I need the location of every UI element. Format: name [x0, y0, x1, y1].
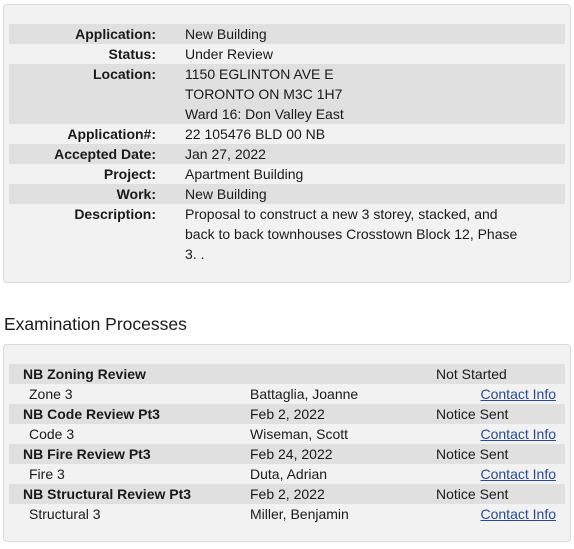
- detail-row-application: [9, 24, 565, 44]
- detail-label: Project:: [103, 166, 156, 182]
- examiner-name: Duta, Adrian: [250, 466, 328, 482]
- examiner-row: [9, 504, 565, 524]
- application-details-panel: [3, 4, 571, 283]
- detail-value: Jan 27, 2022: [185, 146, 266, 162]
- contact-info-link[interactable]: Contact Info: [480, 426, 556, 442]
- detail-label: Accepted Date:: [54, 146, 156, 162]
- examiner-row: [9, 384, 565, 404]
- examiner-name: Wiseman, Scott: [250, 426, 349, 442]
- review-group: Code 3: [29, 426, 75, 442]
- examination-processes-heading: Examination Processes: [4, 314, 187, 334]
- detail-label: Location:: [93, 66, 156, 82]
- review-group: Structural 3: [29, 506, 101, 522]
- detail-value: 22 105476 BLD 00 NB: [185, 126, 326, 142]
- detail-value: New Building: [185, 186, 267, 202]
- process-status: Notice Sent: [436, 406, 509, 422]
- process-name: NB Structural Review Pt3: [23, 486, 192, 502]
- process-row: [9, 404, 565, 424]
- examiner-name: Battaglia, Joanne: [250, 386, 359, 402]
- examiner-row: [9, 464, 565, 484]
- detail-row-description: [9, 204, 565, 264]
- detail-row-location: [9, 64, 565, 124]
- detail-value: Under Review: [185, 46, 273, 62]
- detail-value: New Building: [185, 26, 267, 42]
- examiner-row: [9, 424, 565, 444]
- contact-info-link[interactable]: Contact Info: [480, 386, 556, 402]
- process-row: [9, 364, 565, 384]
- process-name: NB Code Review Pt3: [23, 406, 160, 422]
- detail-value: Apartment Building: [185, 166, 304, 182]
- detail-label: Description:: [74, 206, 156, 222]
- examiner-name: Miller, Benjamin: [250, 506, 349, 522]
- detail-value: 1150 EGLINTON AVE E TORONTO ON M3C 1H7 Ward 16: Don Valley East: [185, 66, 344, 122]
- process-status: Not Started: [436, 366, 507, 382]
- detail-row-accepted-date: [9, 144, 565, 164]
- review-group: Zone 3: [29, 386, 73, 402]
- detail-row-project: [9, 164, 565, 184]
- process-date: Feb 2, 2022: [250, 486, 325, 502]
- detail-row-application-number: [9, 124, 565, 144]
- process-date: [250, 364, 436, 384]
- process-row: [9, 444, 565, 464]
- process-date: Feb 24, 2022: [250, 446, 333, 462]
- review-group: Fire 3: [29, 466, 65, 482]
- process-name: NB Zoning Review: [23, 366, 146, 382]
- detail-label: Work:: [116, 186, 156, 202]
- contact-info-link[interactable]: Contact Info: [480, 466, 556, 482]
- process-name: NB Fire Review Pt3: [23, 446, 151, 462]
- detail-row-work: [9, 184, 565, 204]
- detail-label: Status:: [108, 46, 156, 62]
- process-status: Notice Sent: [436, 486, 509, 502]
- examination-processes-panel: [3, 344, 571, 542]
- detail-row-status: [9, 44, 565, 64]
- process-date: Feb 2, 2022: [250, 406, 325, 422]
- detail-label: Application#:: [67, 126, 156, 142]
- process-status: Notice Sent: [436, 446, 509, 462]
- detail-label: Application:: [75, 26, 156, 42]
- detail-value: Proposal to construct a new 3 storey, stacked, and back to back townhouses Crosstown Block 12, Phase 3. .: [185, 206, 518, 262]
- process-row: [9, 484, 565, 504]
- contact-info-link[interactable]: Contact Info: [480, 506, 556, 522]
